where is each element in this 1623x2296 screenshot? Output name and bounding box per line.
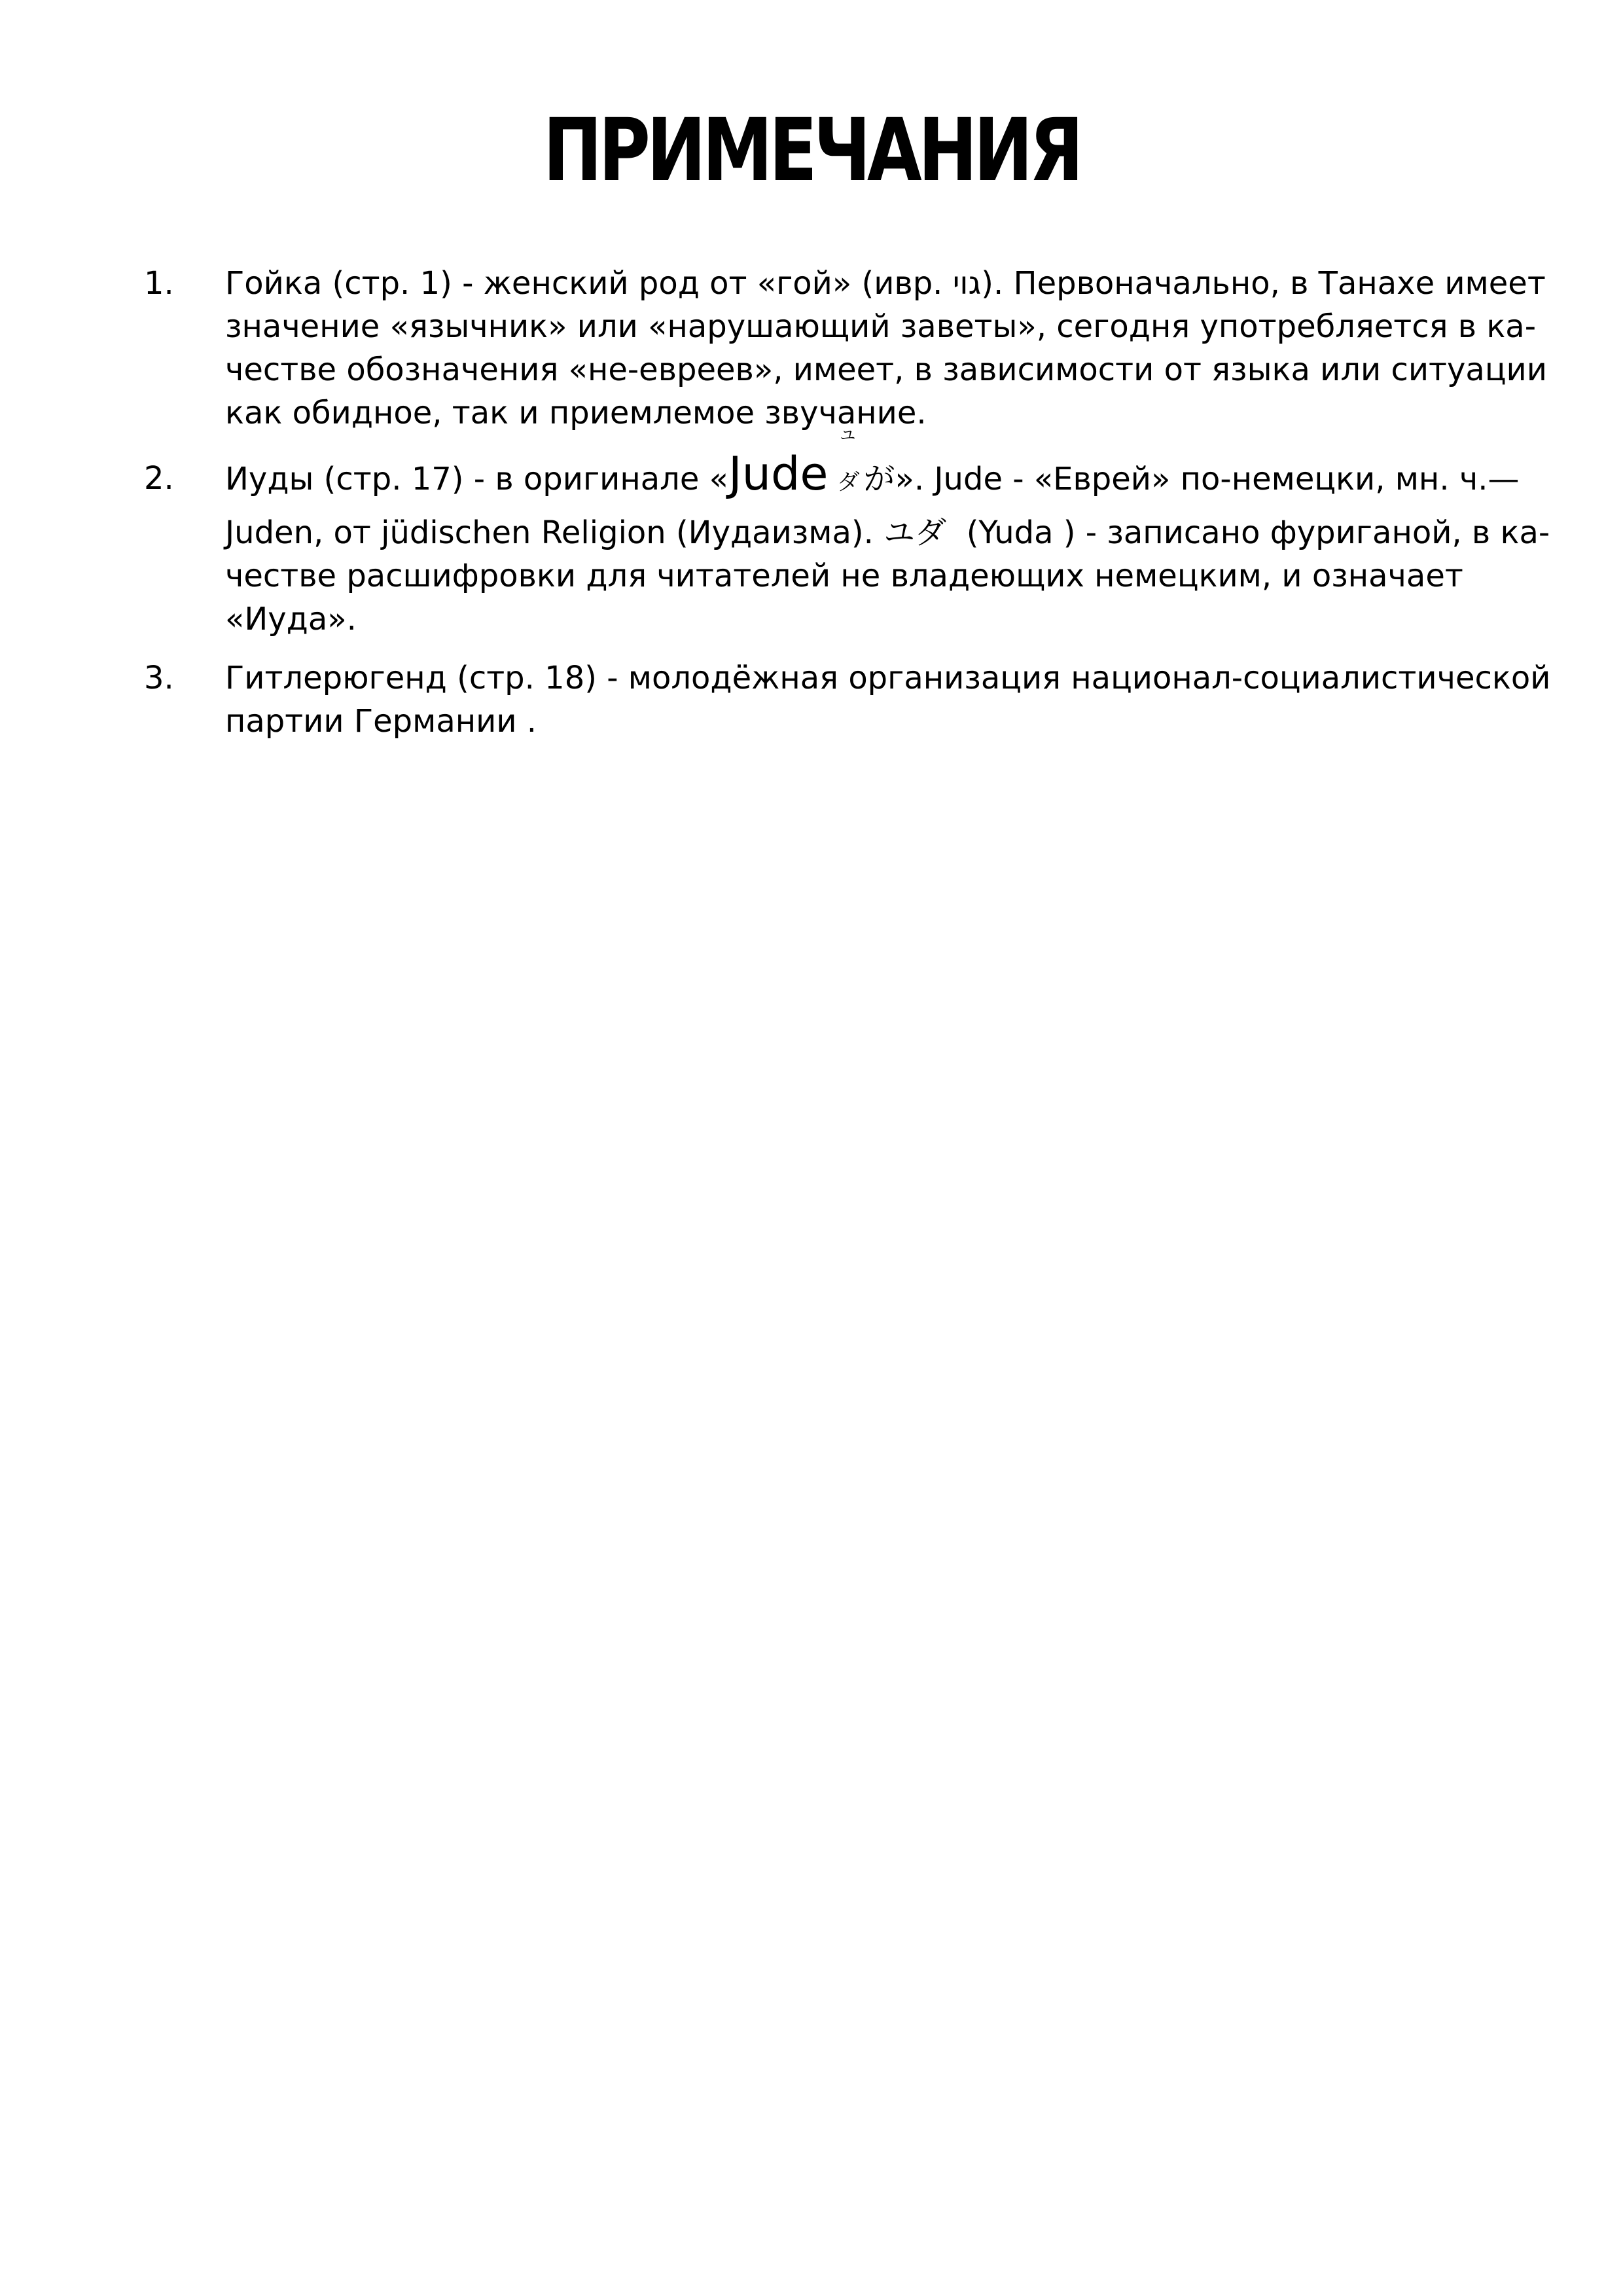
note-line (225, 426, 1520, 511)
japanese-particle: が (863, 461, 895, 497)
note-line: как обидное, так и приемлемое звучание. (225, 395, 927, 431)
note-text (225, 262, 1547, 435)
note-line: честве обозначения «не-евреев», имеет, в зависимости от языка или ситуации (225, 351, 1547, 388)
note-line: партии Германии . (225, 703, 537, 740)
japanese-word: ユダ (883, 514, 947, 551)
note-line: Гитлерюгенд (стр. 18) - молодёжная организация национал-социалистической (225, 660, 1551, 696)
original-word: Jude (728, 447, 829, 501)
note-line: честве расшифровки для читателей не владеющих немецким, и означает (225, 558, 1463, 594)
furigana-reading: ユ (840, 426, 856, 444)
furigana-base: ダ (837, 469, 860, 495)
note-number: 2. (144, 460, 174, 497)
note-number: 1. (144, 265, 174, 302)
page-title: ПРИМЕЧАНИЯ (543, 100, 1080, 201)
note-line (225, 511, 1550, 554)
note-item-1 (144, 262, 1547, 435)
furigana-ruby (837, 426, 860, 511)
notes-list (144, 262, 1551, 759)
note-text (225, 656, 1551, 743)
note-line: значение «язычник» или «нарушающий заветы», сегодня употребляется в ка- (225, 308, 1537, 345)
note-item-3 (144, 656, 1551, 743)
note-line: «Иуда». (225, 601, 357, 637)
note-line: Гойка (стр. 1) - женский род от «гой» (ивр. גוי). Первоначально, в Танахе имеет (225, 265, 1546, 302)
note-line-segment: ». Jude - «Еврей» по-немецки, мн. ч.— (895, 461, 1520, 497)
note-number: 3. (144, 660, 174, 696)
note-item-2 (144, 426, 1550, 641)
note-line-segment: Иуды (стр. 17) - в оригинале « (225, 461, 728, 497)
note-text (225, 426, 1550, 641)
note-line-segment: Juden, от jüdischen Religion (Иудаизма). (225, 514, 884, 551)
note-line-segment: (Yuda ) - записано фуриганой, в ка- (946, 514, 1550, 551)
